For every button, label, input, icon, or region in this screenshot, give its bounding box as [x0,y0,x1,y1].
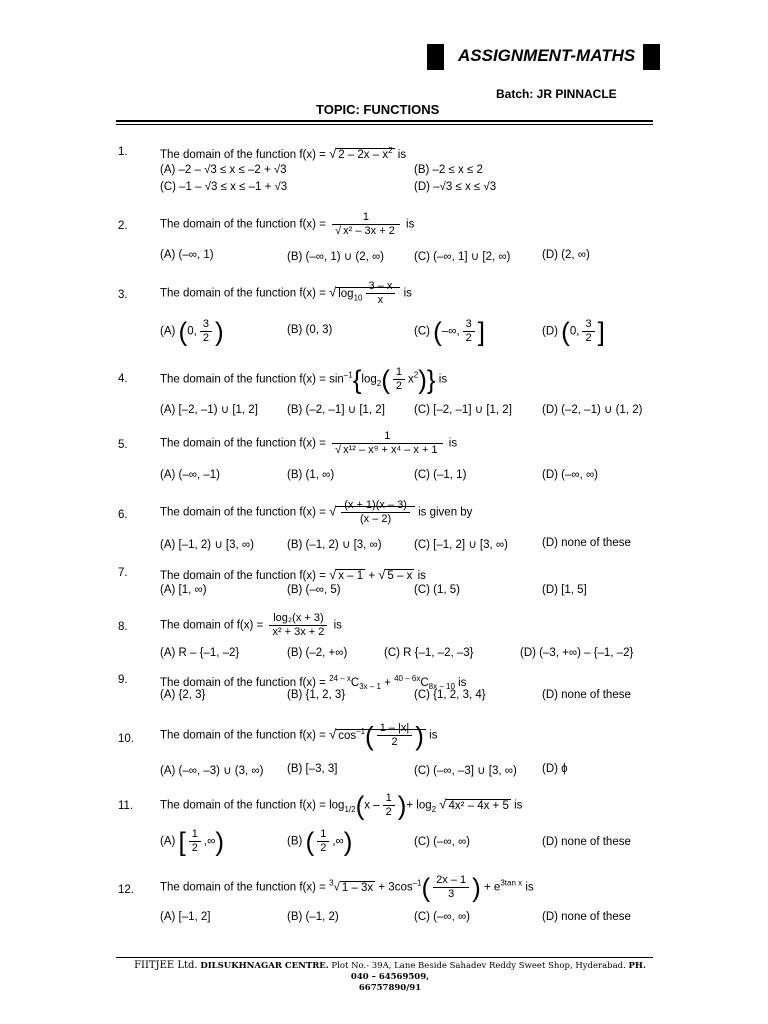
batch-label: Batch: JR PINNACLE [496,87,617,101]
option-a[interactable]: (A) [1, ∞) [160,584,207,596]
option-b[interactable]: (B) ( $\frac{1}{2}$ ,∞) [287,826,353,857]
question-number: 5. [118,439,128,451]
topic-heading: TOPIC: FUNCTIONS [316,102,440,117]
option-b[interactable]: (B) {1, 2, 3} [287,689,346,701]
option-a[interactable]: (A) (–∞, –3) ∪ (3, ∞) [160,765,264,777]
option-d[interactable]: (D) (–∞, ∞) [542,469,599,481]
option-b[interactable]: (B) (–1, 2) [287,911,339,923]
footer-address: Plot No.- 39A, Lane Beside Sahadev Reddy Sweet Shop, Hyderabad. [331,961,626,971]
option-b[interactable]: (B) –2 ≤ x ≤ 2 [414,164,483,176]
question-stem: The domain of the function f(x) = √ x – 1 + √ 5 – x is [160,567,426,582]
question-number: 11. [118,800,134,812]
option-c[interactable]: (C) [–1, 2] ∪ [3, ∞) [414,539,508,551]
option-d[interactable]: (D) none of these [542,689,631,701]
option-d[interactable]: (D) ϕ [542,763,568,775]
option-a[interactable]: (A) [–1, 2] [160,911,211,923]
option-a[interactable]: (A) R – {–1, –2} [160,647,240,659]
question-stem: The domain of the function f(x) = √ $2 - 2x - x^2$ is [160,146,407,161]
option-b[interactable]: (B) [–3, 3] [287,763,338,775]
option-a[interactable]: (A) (0, $\frac{3}{2}$ ) [160,316,224,347]
question-number: 7. [118,567,128,579]
footer [130,960,650,994]
question-number: 3. [118,289,128,301]
option-d[interactable]: (D) none of these [542,836,631,848]
question-number: 10. [118,733,134,745]
document-title: ASSIGNMENT-MATHS [458,46,636,65]
option-d[interactable]: (D) (0, $\frac{3}{2}$ ] [542,316,605,347]
question-number: 1. [118,146,128,158]
question-number: 2. [118,220,128,232]
option-a[interactable]: (A) (–∞, –1) [160,469,220,481]
option-b[interactable]: (B) (–2, +∞) [287,647,348,659]
question-number: 12. [118,884,134,896]
option-b[interactable]: (B) (1, ∞) [287,469,335,481]
question-stem: The domain of f(x) = $\frac{\text{log₂(x + 3)}}{\text{x² + 3x + 2}}$ is [160,612,342,638]
question-stem: The domain of the function f(x) = √ $\log_{10}$ $\frac{3 - x}{x}$ is [160,280,412,306]
option-c[interactable]: (C) (–∞, $\frac{3}{2}$ ] [414,316,485,347]
option-c[interactable]: (C) [–2, –1] ∪ [1, 2] [414,404,512,416]
footer-brand: FIITJEE Ltd. [134,960,198,971]
header-right-block [643,44,660,70]
question-stem: The domain of the function $f(x) = ^{24 - x}C_{3x - 1} + ^{40 - 6x}C_{8x - 10}$ is [160,674,467,692]
option-c[interactable]: (C) (–∞, ∞) [414,911,471,923]
option-c[interactable]: (C) (–∞, ∞) [414,836,471,848]
option-d[interactable]: (D) none of these [542,537,631,549]
option-a[interactable]: (A) {2, 3} [160,689,206,701]
option-c[interactable]: (C) (1, 5) [414,584,460,596]
footer-centre: DILSUKHNAGAR CENTRE. [200,961,329,971]
option-c[interactable]: (C) (–∞, –3] ∪ [3, ∞) [414,765,517,777]
option-a[interactable]: (A) [–1, 2) ∪ [3, ∞) [160,539,254,551]
question-stem: The domain of the function f(x) = √ $\frac{(x + 1)(x - 3)}{(x - 2)}$ is given by [160,499,473,525]
header-left-block [427,44,444,70]
question-stem: The domain of the function f(x) = √ $\cos^{-1}$( $\frac{1 - |x|}{2}$ ) is [160,720,438,751]
option-b[interactable]: (B) (0, 3) [287,324,333,336]
question-number: 8. [118,621,128,633]
option-c[interactable]: (C) R {–1, –2, –3} [384,647,474,659]
question-stem: The domain of the function f(x) = $^3$√ $1 - 3x + 3\cos^{-1}$( $\frac{2x - 1}{3}$ ) + $e^{3tan x}$ is [160,872,534,903]
question-stem: The domain of the function $f(x) = \log_{1/2}(x$ – $\frac{1}{2}$ )+ $\log_2$ √ 4x² – 4x + 5 is [160,790,523,821]
option-a[interactable]: (A) (–∞, 1) [160,249,214,261]
option-c[interactable]: (C) (–1, 1) [414,469,467,481]
question-stem: The domain of the function f(x) = $\frac{1}{\text{√ x¹² – x⁹ + x⁴ – x + 1}}$ is [160,430,458,456]
footer-phone2: 66757890/91 [358,983,422,993]
header-rule-thick [116,120,653,122]
header-rule-thin [116,124,653,125]
option-a[interactable]: (A) [–2, –1) ∪ [1, 2] [160,404,258,416]
option-c[interactable]: (C) {1, 2, 3, 4} [414,689,486,701]
option-b[interactable]: (B) (–2, –1] ∪ [1, 2] [287,404,385,416]
question-stem: The domain of the function $f(x) = \sin^{-1}\{\log_2$( $\frac{1}{2}$ $x^2$)} is [160,364,448,395]
option-d[interactable]: (D) (–3, +∞) – {–1, –2} [520,647,634,659]
question-number: 6. [118,509,128,521]
option-b[interactable]: (B) (–1, 2) ∪ [3, ∞) [287,539,382,551]
option-d[interactable]: (D) –√3 ≤ x ≤ √3 [414,181,497,193]
question-stem: The domain of the function f(x) = $\frac{1}{\text{√ x² – 3x + 2}}$ is [160,211,415,237]
footer-phone: 040 – 64569509, [350,972,430,982]
option-b[interactable]: (B) (–∞, 1) ∪ (2, ∞) [287,251,385,263]
footer-ph-label: PH. [628,961,646,971]
option-b[interactable]: (B) (–∞, 5) [287,584,341,596]
option-a[interactable]: (A) [ $\frac{1}{2}$ ,∞) [160,826,224,857]
option-d[interactable]: (D) (–2, –1) ∪ (1, 2) [542,404,643,416]
option-d[interactable]: (D) none of these [542,911,631,923]
option-c[interactable]: (C) –1 – √3 ≤ x ≤ –1 + √3 [160,181,288,193]
option-a[interactable]: (A) –2 – √3 ≤ x ≤ –2 + √3 [160,164,287,176]
question-number: 9. [118,674,128,686]
option-c[interactable]: (C) (–∞, 1] ∪ [2, ∞) [414,251,511,263]
question-number: 4. [118,373,128,385]
option-d[interactable]: (D) (2, ∞) [542,249,590,261]
option-d[interactable]: (D) [1, 5] [542,584,587,596]
footer-rule [116,957,653,958]
